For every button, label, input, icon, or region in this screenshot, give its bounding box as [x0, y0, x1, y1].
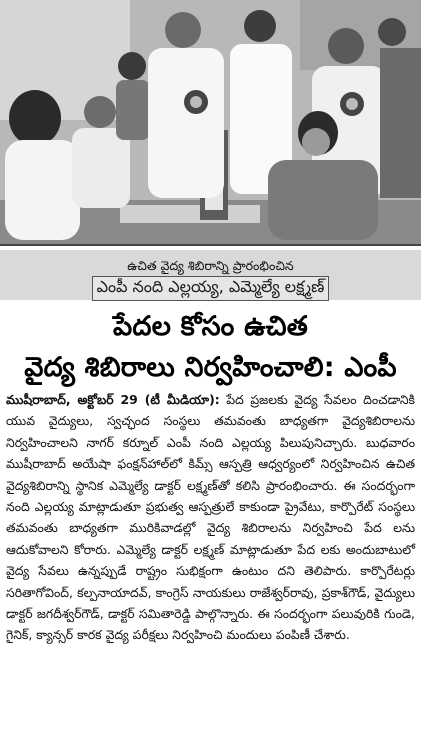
caption-line-2: ఎంపీ నంది ఎల్లయ్య, ఎమ్మెల్యే లక్ష్మణ్ [96, 277, 325, 296]
headline-line-2: వైద్య శిబిరాలు నిర్వహించాలి: ఎంపీ [24, 352, 397, 383]
caption-line-1: ఉచిత వైద్య శిబిరాన్ని ప్రారంభించిన [127, 258, 294, 273]
headline-line-1: పేదల కోసం ఉచిత [113, 311, 308, 342]
article-paragraph [6, 389, 415, 646]
photo-caption [0, 250, 421, 300]
news-photo [0, 0, 421, 246]
article-dateline: ముషీరాబాద్, అక్టోబర్ 29 (టీ మీడియా): [6, 392, 220, 407]
headline [0, 304, 421, 386]
article-text: పేద ప్రజలకు వైద్య సేవలం దించడానికి యువ వైద్యులు, స్వచ్ఛంద సంస్థలు తమవంతు బాధ్యతగా వైద్యశిబిరాలను నిర్వహించాలని నాగర్ కర్నూల్ ఎంపీ నంది ఎల్లయ్య పిలుపునిచ్చారు. బుధవారం ముషీరాబాద్ అయేషా ఫంక్షన్‌హాల్‌లో కిమ్స్ ఆస్పత్రి ఆధ్వర్యంలో నిర్వహించిన ఉచిత వైద్యశిబిరాన్ని స్థానిక ఎమ్మెల్యే డాక్టర్ లక్ష్మణ్‌తో కలిసి ప్రారంభించారు. ఈ సందర్భంగా నంది ఎల్లయ్య మాట్లాడుతూ ప్రభుత్వ ఆస్పత్రులే కాకుండా ప్రైవేటు, కార్పొరేట్ సంస్థలు తమవంతు బాధ్యతగా మురికివాడల్లో వైద్య శిబిరాలను నిర్వహించి పేద లను ఆదుకోవాలని కోరారు. ఎమ్మెల్యే డాక్టర్ లక్ష్మణ్ మాట్లాడుతూ పేద లకు అందుబాటులో వైద్య సేవలు ఉన్నప్పుడే రాష్ట్రం సుభిక్షంగా ఉంటుం దని తెలిపారు. కార్పొరేటర్లు సరితాగోవింద్, కల్పనాయాదవ్, కాంగ్రెస్ నాయకులు రాజేశ్వర్‌రావు, ప్రకాశ్‌గౌడ్, వైద్యులు డాక్టర్ జగదీశ్వర్‌గౌడ్, డాక్టర్ సమితారెడ్డి పాల్గొన్నారు. ఈ సందర్భంగా పలువురికి గుండె, గైనిక్, క్యాన్సర్ కారక వైద్య పరీక్షలు నిర్వహించి మందులు పంపిణీ చేశారు. [6, 392, 415, 643]
caption-line-2-box [92, 276, 330, 301]
news-photo-illustration [0, 0, 421, 246]
article-body [6, 389, 415, 646]
